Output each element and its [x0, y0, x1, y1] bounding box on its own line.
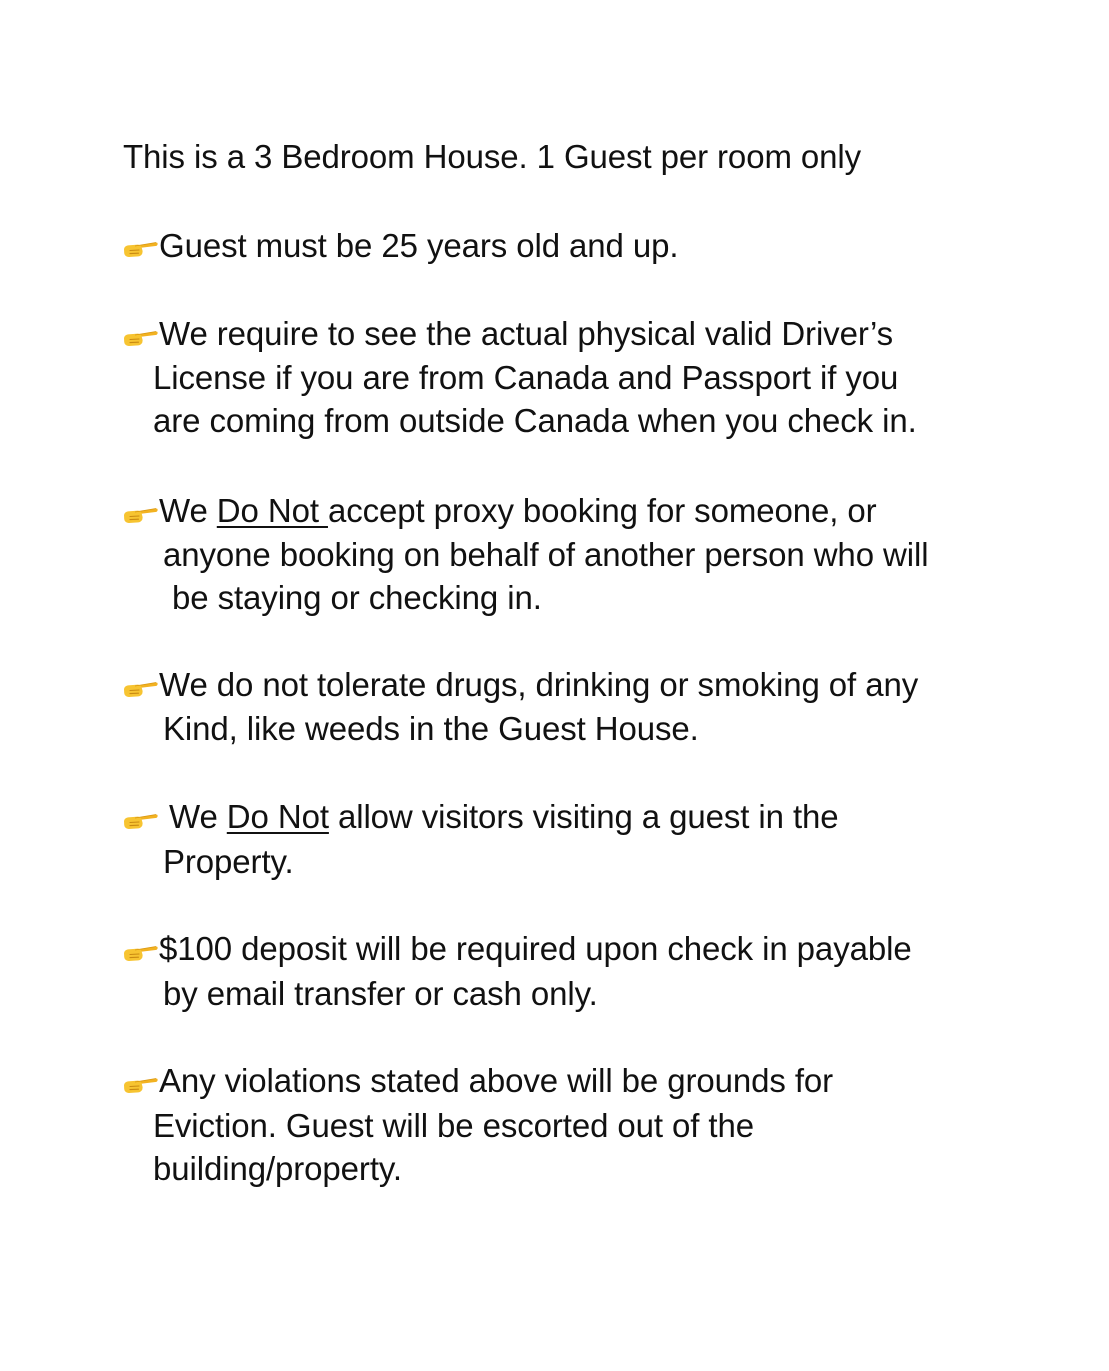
rule-proxy-line-3: be staying or checking in. [172, 579, 542, 616]
do-not-emphasis: Do Not [226, 798, 329, 835]
rule-proxy-line-2: anyone booking on behalf of another person who will [163, 536, 929, 573]
rule-visitors-prefix: We [169, 798, 227, 835]
pointing-hand-icon [122, 677, 158, 699]
rule-proxy-prefix: We [159, 492, 217, 529]
pointing-hand-icon [122, 503, 158, 525]
rule-deposit-line-1: $100 deposit will be required upon check in payable [159, 930, 912, 967]
rule-proxy-line-1 [159, 491, 877, 531]
rule-proxy-suffix: accept proxy booking for someone, or [327, 492, 877, 529]
rule-violations-line-2: Eviction. Guest will be escorted out of the [153, 1107, 755, 1144]
rule-age-line-1: Guest must be 25 years old and up. [159, 227, 679, 264]
rule-visitors-suffix: allow visitors visiting a guest in the [328, 798, 839, 835]
rule-id-line-1: We require to see the actual physical valid Driver’s [159, 315, 893, 352]
pointing-hand-icon [122, 809, 158, 831]
rule-violations-line-1: Any violations stated above will be grounds for [159, 1062, 834, 1099]
rule-id-line-2: License if you are from Canada and Passport if you [153, 359, 899, 396]
rule-visitors-line-2: Property. [163, 843, 294, 880]
rule-deposit-line-2: by email transfer or cash only. [163, 975, 598, 1012]
rule-violations-line-3: building/property. [153, 1150, 402, 1187]
pointing-hand-icon [122, 1073, 158, 1095]
do-not-emphasis: Do Not [216, 492, 328, 529]
rule-visitors-line-1 [169, 797, 839, 837]
pointing-hand-icon [122, 941, 158, 963]
pointing-hand-icon [122, 326, 158, 348]
page-title: This is a 3 Bedroom House. 1 Guest per room only [123, 138, 862, 175]
rule-drugs-line-2: Kind, like weeds in the Guest House. [163, 710, 699, 747]
pointing-hand-icon [122, 237, 158, 259]
rule-id-line-3: are coming from outside Canada when you check in. [153, 402, 917, 439]
rule-drugs-line-1: We do not tolerate drugs, drinking or smoking of any [159, 666, 919, 703]
